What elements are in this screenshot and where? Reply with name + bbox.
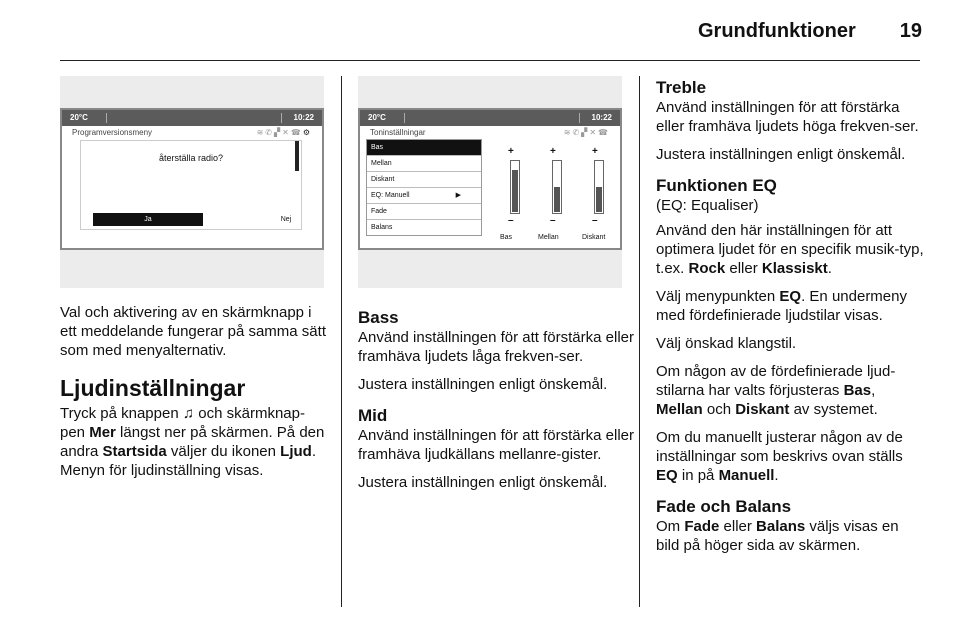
slider-track	[594, 160, 604, 214]
display-screen	[60, 108, 324, 250]
term: EQ	[656, 467, 678, 484]
column-divider	[639, 76, 640, 607]
menu-item-fade[interactable]: Fade	[367, 204, 481, 220]
section-heading-bass: Bass	[358, 308, 399, 327]
paragraph	[656, 287, 924, 325]
minus-icon: –	[508, 215, 514, 226]
settings-icon: ⚙	[302, 128, 312, 137]
minus-icon: –	[550, 215, 556, 226]
signal-icon: ▞	[274, 128, 283, 137]
status-icons	[564, 128, 610, 137]
bluetooth-icon: ✕	[589, 128, 599, 137]
paragraph: Välj önskad klangstil.	[656, 335, 797, 352]
bluetooth-icon: ✕	[282, 128, 291, 137]
slider-label: Mellan	[538, 234, 559, 241]
clock: 10:22	[591, 113, 612, 122]
text: Om du manuellt justerar någon av de inställningar som beskrivs ovan ställs	[656, 429, 903, 465]
audio-icon: ♫	[182, 405, 195, 422]
text: av systemet.	[789, 401, 878, 418]
minus-icon: –	[592, 215, 598, 226]
text: Använd den här inställningen för att optimera ljudet för en specifik musik-typ, t.ex.	[656, 222, 924, 277]
text: Tryck på knappen	[60, 405, 183, 422]
header-title: Grundfunktioner	[697, 20, 856, 42]
dialog-question: återställa radio?	[158, 153, 224, 163]
plus-icon: +	[592, 146, 598, 157]
text: väljs visas en bild på höger sida av skärmen.	[656, 518, 899, 554]
slider-label: Bas	[500, 234, 513, 241]
page-header	[698, 20, 922, 43]
term: Startsida	[102, 443, 167, 460]
paragraph: Val och aktivering av en skärmknapp i ett meddelande fungerar på samma sätt som med menyalternativ.	[60, 304, 326, 359]
menu-item-mellan[interactable]: Mellan	[367, 156, 481, 172]
slider-fill	[512, 170, 518, 213]
divider	[404, 113, 405, 123]
section-heading-fade: Fade och Balans	[656, 497, 792, 516]
term: Ljud	[280, 443, 312, 460]
phone-icon: ✆	[572, 128, 582, 137]
tone-menu	[366, 139, 482, 236]
paragraph: Använd inställningen för att förstärka eller framhäva ljudkällans mellanre-gister.	[358, 427, 634, 463]
slider-mellan[interactable]	[542, 146, 572, 226]
no-button[interactable]: Nej	[280, 216, 292, 223]
text: eller	[725, 260, 762, 277]
term: Diskant	[735, 401, 790, 418]
text: väljer du ikonen	[166, 443, 281, 460]
text: Om	[656, 518, 685, 535]
signal-icon: ▞	[581, 128, 590, 137]
paragraph	[656, 221, 924, 278]
page-number: 19	[899, 20, 922, 42]
call-icon: ☎	[290, 128, 303, 137]
text: Välj menypunkten	[656, 288, 780, 305]
display-screen	[358, 108, 622, 250]
term: Bas	[843, 382, 872, 399]
term: Mer	[89, 424, 116, 441]
term: Balans	[756, 518, 806, 535]
plus-icon: +	[550, 146, 556, 157]
section-heading-treble: Treble	[656, 78, 707, 97]
term: EQ	[779, 288, 802, 305]
text: Om någon av de fördefinierade ljud-stilarna har valts förjusteras	[656, 363, 896, 399]
paragraph	[656, 517, 924, 555]
divider	[281, 113, 282, 123]
text: och	[702, 401, 736, 418]
call-icon: ☎	[598, 128, 610, 137]
slider-label: Diskant	[582, 234, 606, 241]
section-heading-eq: Funktionen EQ	[656, 176, 777, 195]
text: längst ner på skärmen. På den andra	[60, 424, 325, 460]
text: .	[774, 467, 779, 484]
menu-item-eq[interactable]	[367, 188, 481, 204]
slider-bas[interactable]	[500, 146, 530, 226]
reset-dialog	[80, 140, 302, 230]
yes-button[interactable]: Ja	[93, 213, 203, 226]
phone-icon: ✆	[265, 128, 274, 137]
wifi-icon: ≋	[563, 128, 573, 137]
section-heading-ljud: Ljudinställningar	[60, 375, 246, 401]
wifi-icon: ≋	[256, 128, 266, 137]
status-bar	[360, 110, 620, 126]
text: . Menyn för ljudinställning visas.	[60, 443, 316, 479]
slider-track	[552, 160, 562, 214]
term: Fade	[684, 518, 720, 535]
section-heading-mid: Mid	[358, 406, 388, 425]
menu-item-diskant[interactable]: Diskant	[367, 172, 481, 188]
text: eller	[719, 518, 757, 535]
term: Mellan	[656, 401, 703, 418]
text: in på	[677, 467, 719, 484]
paragraph: Justera inställningen enligt önskemål.	[358, 474, 608, 491]
status-bar	[62, 110, 322, 126]
paragraph	[60, 404, 328, 480]
divider	[579, 113, 580, 123]
paragraph: Använd inställningen för att förstärka eller framhäva ljudets låga frekven-ser.	[358, 329, 634, 365]
column-2	[358, 308, 634, 501]
term: Klassiskt	[761, 260, 828, 277]
text: och skärmknap-pen	[60, 405, 305, 441]
plus-icon: +	[508, 146, 514, 157]
header-rule	[60, 60, 920, 61]
temperature: 20°C	[368, 113, 386, 122]
term: Manuell	[718, 467, 775, 484]
temperature: 20°C	[70, 113, 88, 122]
status-icons	[257, 128, 312, 137]
menu-item-bas[interactable]: Bas	[367, 140, 481, 156]
paragraph: Justera inställningen enligt önskemål.	[656, 146, 906, 163]
screenshot-reset-dialog	[60, 76, 324, 288]
paragraph	[656, 362, 924, 419]
screen-title: Toninställningar	[370, 128, 426, 137]
divider	[106, 113, 107, 123]
text: . En undermeny med fördefinierade ljudstilar visas.	[656, 288, 907, 324]
text: ,	[871, 382, 876, 399]
slider-fill	[596, 187, 602, 212]
menu-item-label: EQ: Manuell	[371, 192, 410, 199]
paragraph: (EQ: Equaliser)	[656, 197, 759, 214]
text: .	[827, 260, 832, 277]
slider-fill	[554, 187, 560, 212]
screenshot-tone-settings	[358, 76, 622, 288]
arrow-right-icon: ▶	[455, 192, 461, 199]
slider-track	[510, 160, 520, 214]
column-divider	[341, 76, 342, 607]
paragraph	[656, 428, 924, 485]
term: Rock	[688, 260, 726, 277]
clock: 10:22	[293, 113, 314, 122]
screen-title: Programversionsmeny	[72, 128, 153, 137]
column-1	[60, 303, 328, 489]
paragraph: Använd inställningen för att förstärka eller framhäva ljudets höga frekven-ser.	[656, 99, 919, 135]
paragraph: Justera inställningen enligt önskemål.	[358, 376, 608, 393]
column-3	[656, 78, 924, 564]
menu-item-balans[interactable]: Balans	[371, 224, 393, 231]
slider-diskant[interactable]	[584, 146, 614, 226]
